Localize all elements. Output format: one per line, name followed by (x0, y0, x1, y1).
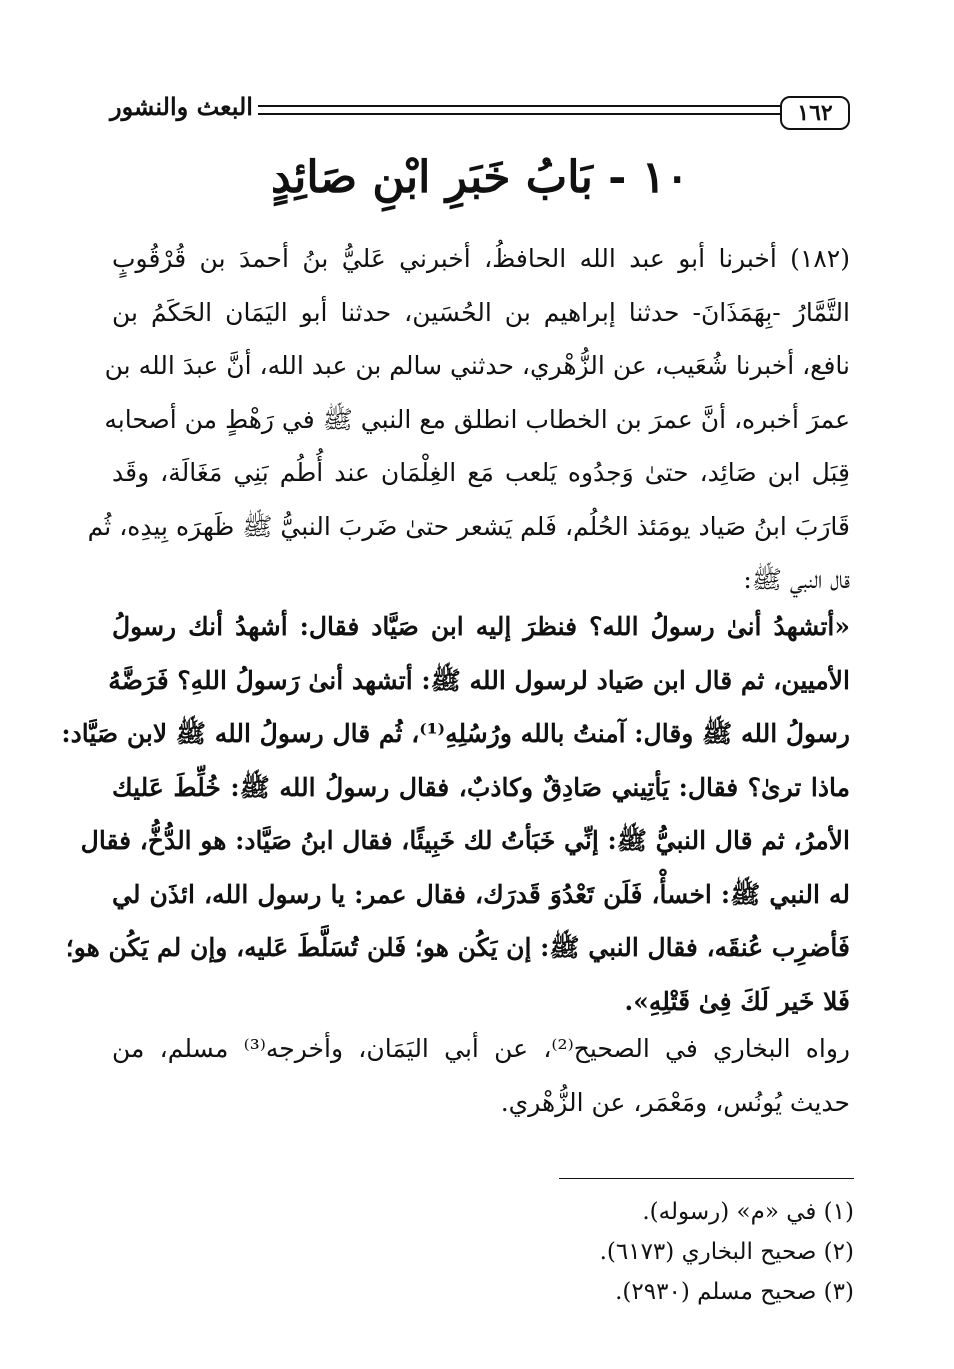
text-line: قِبَل ابن صَائِد، حتىٰ وَجدُوه يَلعب مَع الغِلْمَان عند أُطُم بَنِي مَغَالَة، وقَد (112, 458, 850, 487)
text-line: حديث يُونُس، ومَعْمَر، عن الزُّهْري. (500, 1087, 850, 1117)
page-number: ١٦٢ (780, 96, 850, 130)
text-line: ماذا ترىٰ؟ فقال: يَأتِيني صَادِقٌ وكاذبٌ، فقال رسولُ الله ﷺ: خُلِّطَ عَليك (112, 772, 850, 802)
hadith-text-paragraph (61, 600, 850, 1028)
text-line: «أتشهدُ أنىٰ رسولُ الله؟ فنظرَ إليه ابن صَيَّاد فقال: أشهدُ أنك رسولُ (112, 612, 850, 641)
text-line: له النبي ﷺ: اخسأْ، فَلَن تَعْدُوَ قَدرَك، فقال عمر: يا رسول الله، ائذَن لي (112, 879, 850, 909)
text-line: (١٨٢) أخبرنا أبو عبد الله الحافظُ، أخبرني عَليُّ بنُ أحمدَ بن قُرْقُوبٍ (112, 244, 850, 273)
text-line: التَّمَّارُ -بِهَمَذَانَ- حدثنا إبراهيم بن الحُسَين، حدثنا أبو اليَمَان الحَكَمُ بن (112, 297, 850, 327)
text-line: الأمرُ، ثم قال النبيُّ ﷺ: إنِّي خَبَأتُ لك خَبِيئًا، فقال ابنُ صَيَّاد: هو الدُّخُّ، فقال (80, 826, 850, 855)
header-rule (258, 105, 780, 115)
footnote-separator (559, 1178, 854, 1179)
text-line: فَلا خَير لَكَ فِىٰ قَتْلِهِ». (624, 986, 850, 1016)
page-header (110, 92, 850, 136)
hadith-chain-paragraph (87, 232, 850, 607)
footnote: (٣) صحيح مسلم (٢٩٣٠). (615, 1279, 854, 1305)
book-title: البعث والنشور (110, 92, 253, 121)
footnote: (٢) صحيح البخاري (٦١٧٣). (599, 1239, 854, 1265)
text-line: رسولُ الله ﷺ وقال: آمنتُ بالله ورُسُلِهِ⁽¹⁾، ثُم قال رسولُ الله ﷺ لابن صَيَّاد: (61, 719, 850, 748)
text-line: قَارَبَ ابنُ صَياد يومَئذ الحُلُم، فَلم يَشعر حتىٰ ضَربَ النبيُّ ﷺ ظَهرَه بِيدِه، ثُم (87, 511, 850, 541)
footnotes (434, 1192, 854, 1312)
text-line: قال النبي ﷺ: (743, 565, 850, 594)
chapter-title: ١٠ - بَابُ خَبَرِ ابْنِ صَائِدٍ (270, 152, 690, 203)
text-line: نافع، أخبرنا شُعَيب، عن الزُّهْري، حدثني سالم بن عبد الله، أنَّ عبدَ الله بن (104, 351, 850, 380)
text-line: الأميين، ثم قال ابن صَياد لرسول الله ﷺ: أتشهد أنىٰ رَسولُ اللهِ؟ فَرَضَّهُ (108, 665, 850, 695)
text-line: عمرَ أخبره، أنَّ عمرَ بن الخطاب انطلق مع النبي ﷺ في رَهْطٍ من أصحابه (104, 404, 850, 434)
footnote: (١) في «م» (رسوله). (642, 1199, 854, 1225)
takhrij-paragraph (112, 1022, 850, 1129)
text-line: فَأضرِب عُنقَه، فقال النبي ﷺ: إن يَكُن هو؛ فَلن تُسَلَّطَ عَليه، وإن لم يَكُن هو؛ (65, 933, 850, 962)
text-line: رواه البخاري في الصحيح⁽²⁾، عن أبي اليَمَان، وأخرجه⁽³⁾ مسلم، من (112, 1034, 850, 1063)
